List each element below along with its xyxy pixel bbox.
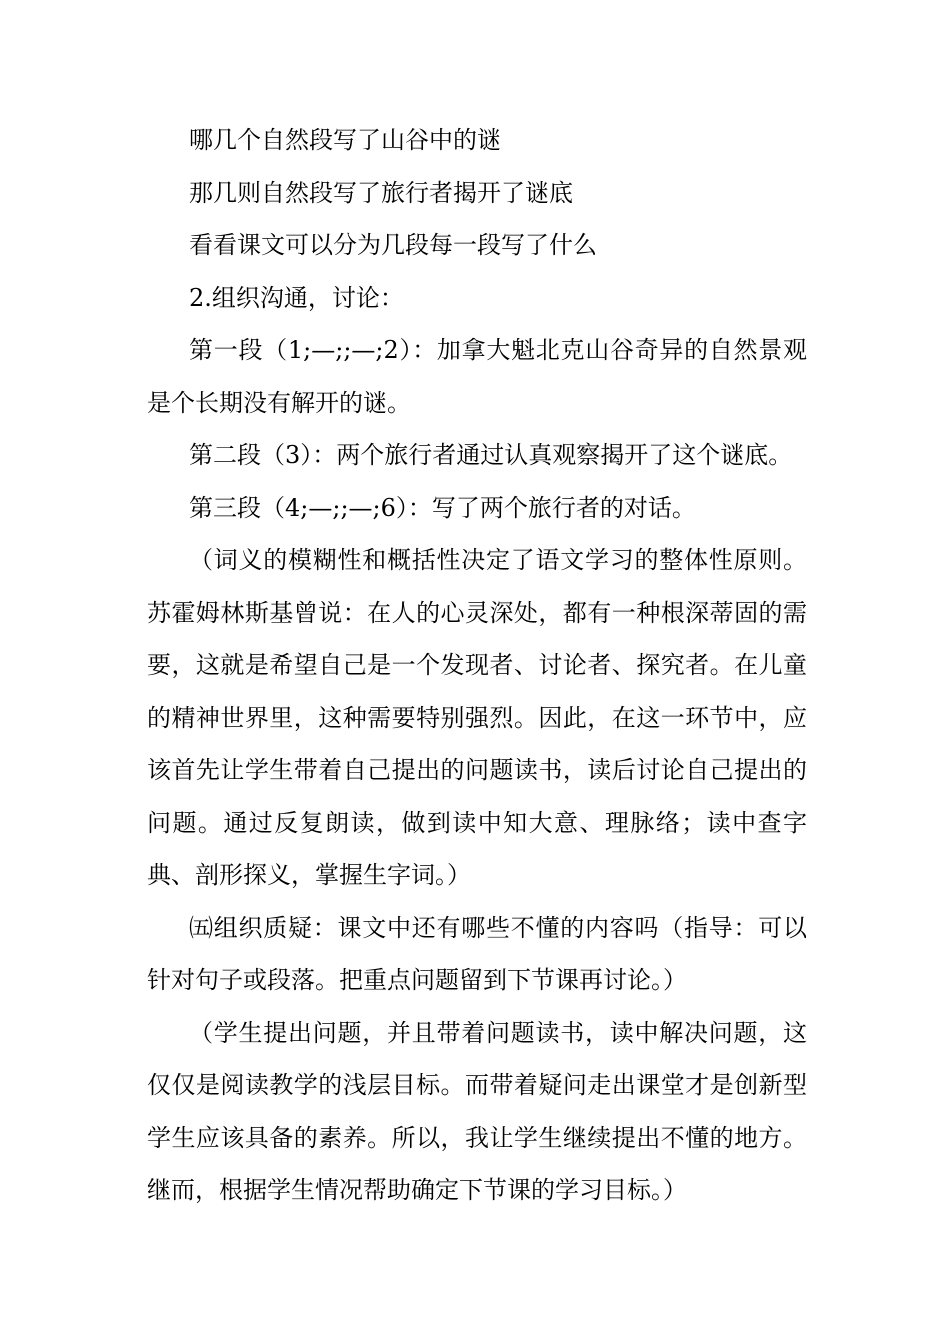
paragraph-6: 第二段（3）：两个旅行者通过认真观察揭开了这个谜底。 (189, 441, 793, 469)
paragraph-7: 第三段（4;—;;—;6）：写了两个旅行者的对话。 (189, 493, 696, 522)
paragraph-5: 第一段（1;—;;—;2）：加拿大魁北克山谷奇异的自然景观是个长期没有解开的谜。 (147, 336, 807, 417)
paragraph-10: （学生提出问题，并且带着问题读书，读中解决问题，这仅仅是阅读教学的浅层目标。而带着疑问走出课堂才是创新型学生应该具备的素养。所以，我让学生继续提出不懂的地方。继而，根据学生情况帮助确定下节课的学习目标。） (147, 1018, 807, 1204)
paragraph-9: ㈤组织质疑：课文中还有哪些不懂的内容吗（指导：可以针对句子或段落。把重点问题留到下节课再讨论。） (147, 913, 807, 994)
paragraph-3: 看看课文可以分为几段每一段写了什么 (189, 231, 597, 259)
paragraph-8: （词义的模糊性和概括性决定了语文学习的整体性原则。苏霍姆林斯基曾说：在人的心灵深处，都有一种根深蒂固的需要，这就是希望自己是一个发现者、讨论者、探究者。在儿童的精神世界里，这种需要特别强烈。因此，在这一环节中，应该首先让学生带着自己提出的问题读书，读后讨论自己提出的问题。通过反复朗读，做到读中知大意、理脉络；读中查字典、剖形探义，掌握生字词。） (147, 546, 807, 889)
paragraph-2: 那几则自然段写了旅行者揭开了谜底 (189, 178, 573, 207)
document-page (147, 114, 807, 1217)
paragraph-4: 2.组织沟通，讨论： (189, 283, 404, 312)
paragraph-1: 哪几个自然段写了山谷中的谜 (189, 126, 501, 154)
